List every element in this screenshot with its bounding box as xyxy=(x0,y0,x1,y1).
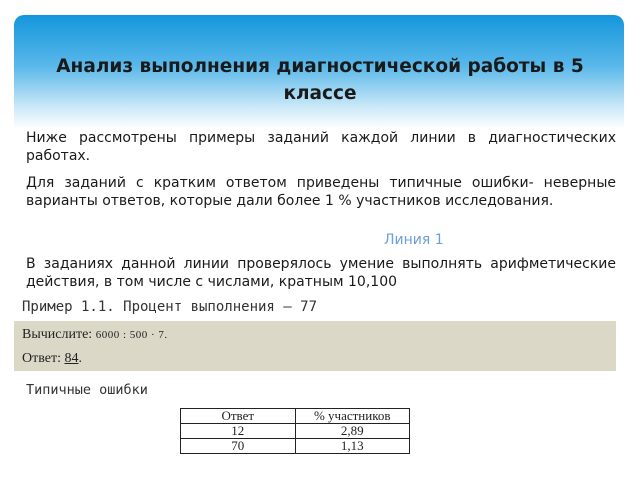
cell-answer: 12 xyxy=(181,424,296,439)
table-row xyxy=(181,439,410,454)
answer-value: 84 xyxy=(64,351,79,366)
table-header-row xyxy=(181,409,410,424)
intro-paragraph: Ниже рассмотрены примеры заданий каждой линии в диагностических работах. xyxy=(26,130,616,164)
answer-label: Ответ: xyxy=(22,351,61,366)
answer-line xyxy=(22,351,82,367)
column-header-percent: % участников xyxy=(295,409,410,424)
cell-percent: 1,13 xyxy=(295,439,410,454)
answer-period: . xyxy=(78,351,82,366)
short-answer-paragraph: Для заданий с кратким ответом приведены типичные ошибки- неверные варианты ответов, которые дали более 1 % участников исследования. xyxy=(26,175,616,209)
table-row xyxy=(181,424,410,439)
line-heading: Линия 1 xyxy=(384,232,444,248)
errors-table xyxy=(180,408,410,454)
line-description-paragraph: В заданиях данной линии проверялось умение выполнять арифметические действия, в том числе с числами, кратным 10,100 xyxy=(26,256,616,290)
typical-errors-title: Типичные ошибки xyxy=(26,382,148,398)
task-expression: 6000 : 500 · 7. xyxy=(95,329,168,341)
cell-answer: 70 xyxy=(181,439,296,454)
task-label: Вычислите: xyxy=(22,327,93,342)
page-bottom-edge xyxy=(0,462,640,480)
slide-title: Анализ выполнения диагностической работы в 5 классе xyxy=(56,56,584,104)
task-line xyxy=(22,327,168,343)
cell-percent: 2,89 xyxy=(295,424,410,439)
example-title: Пример 1.1. Процент выполнения – 77 xyxy=(22,299,318,315)
column-header-answer: Ответ xyxy=(181,409,296,424)
